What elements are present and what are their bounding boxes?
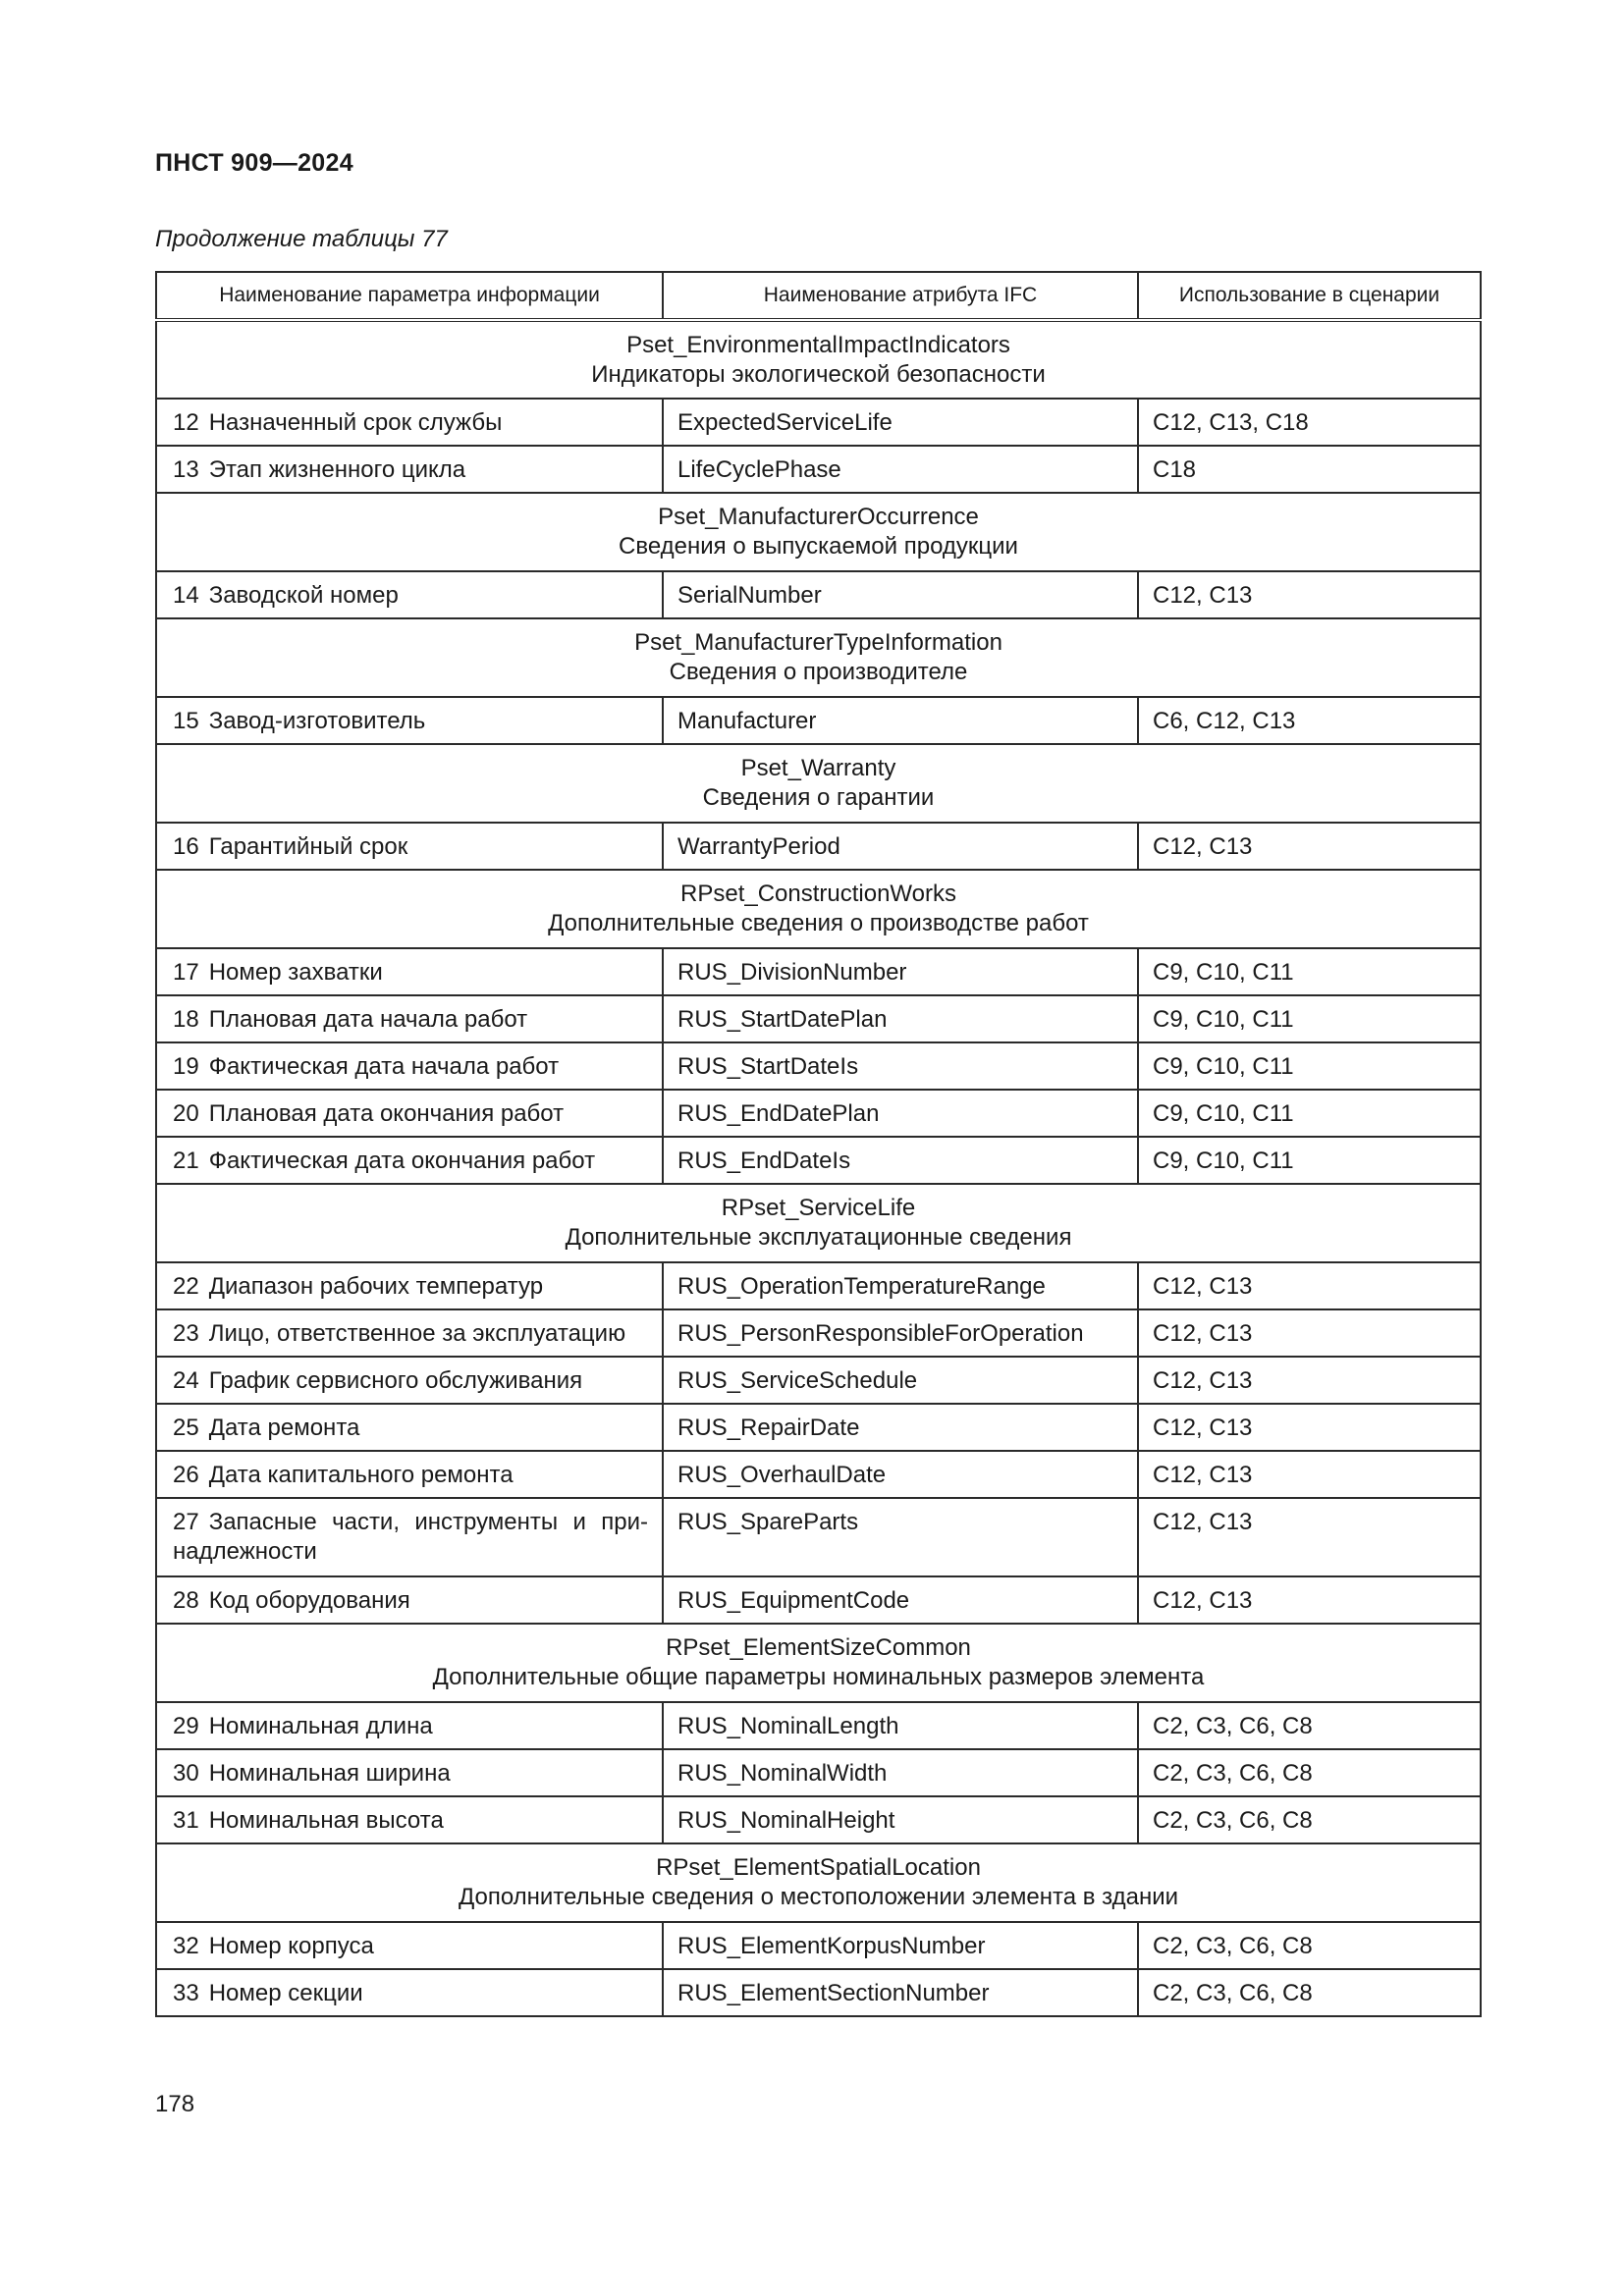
usage-cell: С9, С10, С11 [1138, 995, 1481, 1042]
ifc-attribute-cell: RUS_ElementSectionNumber [663, 1969, 1138, 2016]
table-group-row [156, 870, 1481, 948]
parameter-name: Дата капитального ремонта [208, 1462, 514, 1488]
usage-cell: С2, С3, С6, С8 [1138, 1922, 1481, 1969]
row-number: 25 [173, 1415, 199, 1441]
parameter-name-cell [156, 1451, 663, 1498]
usage-cell: С12, С13 [1138, 1451, 1481, 1498]
table-header-row [156, 272, 1481, 320]
parameter-name: Номер захватки [208, 959, 383, 986]
parameter-name-cell [156, 697, 663, 744]
group-pset-name: RPset_ElementSizeCommon [666, 1634, 971, 1661]
row-number: 17 [173, 959, 199, 986]
parameter-name-cell [156, 823, 663, 870]
row-number: 15 [173, 708, 199, 734]
usage-cell: С12, С13 [1138, 823, 1481, 870]
parameter-name: Фактическая дата окончания работ [208, 1148, 596, 1174]
parameter-name: Этап жизненного цикла [208, 456, 466, 483]
table-row [156, 1576, 1481, 1624]
row-number: 33 [173, 1980, 199, 2006]
ifc-attribute-cell: RUS_ElementKorpusNumber [663, 1922, 1138, 1969]
parameter-name: Фактическая дата начала работ [208, 1053, 560, 1080]
ifc-attribute-cell: WarrantyPeriod [663, 823, 1138, 870]
group-description: Индикаторы экологической безопасности [591, 361, 1046, 388]
usage-cell: С12, С13 [1138, 1309, 1481, 1357]
row-number: 22 [173, 1273, 199, 1300]
parameter-name: Код оборудования [208, 1587, 410, 1614]
table-row [156, 1042, 1481, 1090]
table-row [156, 1262, 1481, 1309]
ifc-attribute-cell: ExpectedServiceLife [663, 399, 1138, 446]
group-pset-name: Pset_Warranty [740, 755, 896, 781]
table-row [156, 1451, 1481, 1498]
parameter-name-cell [156, 399, 663, 446]
parameter-name-cell [156, 1309, 663, 1357]
usage-cell: С12, С13 [1138, 1404, 1481, 1451]
usage-cell: С2, С3, С6, С8 [1138, 1969, 1481, 2016]
parameter-name-cell [156, 1262, 663, 1309]
parameter-name-cell [156, 995, 663, 1042]
group-pset-name: RPset_ServiceLife [721, 1195, 916, 1221]
usage-cell: С9, С10, С11 [1138, 948, 1481, 995]
parameter-name-cell [156, 1090, 663, 1137]
group-pset-name: Pset_ManufacturerOccurrence [658, 504, 979, 530]
table-row [156, 1498, 1481, 1576]
row-number: 13 [173, 456, 199, 483]
table-row [156, 1137, 1481, 1184]
table-row [156, 1796, 1481, 1843]
usage-cell: С2, С3, С6, С8 [1138, 1796, 1481, 1843]
parameter-name-cell [156, 1404, 663, 1451]
usage-cell: С18 [1138, 446, 1481, 493]
table-row [156, 571, 1481, 618]
group-description: Дополнительные сведения о производстве работ [548, 910, 1089, 936]
ifc-attribute-cell: RUS_OverhaulDate [663, 1451, 1138, 1498]
ifc-attribute-cell: RUS_StartDateIs [663, 1042, 1138, 1090]
table-row [156, 1969, 1481, 2016]
ifc-attribute-cell: RUS_SpareParts [663, 1498, 1138, 1576]
parameter-name: Лицо, ответственное за эксплуатацию [208, 1320, 626, 1347]
parameter-name: Номинальная ширина [208, 1760, 451, 1787]
parameter-name-cell [156, 571, 663, 618]
table-row [156, 1749, 1481, 1796]
group-title-cell [156, 1184, 1481, 1262]
ifc-attribute-cell: RUS_NominalLength [663, 1702, 1138, 1749]
group-title-cell [156, 493, 1481, 571]
group-title-cell [156, 320, 1481, 399]
row-number: 12 [173, 409, 199, 436]
ifc-attribute-cell: RUS_ServiceSchedule [663, 1357, 1138, 1404]
table-row [156, 399, 1481, 446]
table-group-row [156, 1843, 1481, 1922]
row-number: 27 [173, 1509, 199, 1535]
ifc-attribute-cell: SerialNumber [663, 571, 1138, 618]
ifc-attribute-cell: RUS_NominalHeight [663, 1796, 1138, 1843]
table-row [156, 995, 1481, 1042]
parameter-name: Назначенный срок службы [208, 409, 503, 436]
row-number: 32 [173, 1933, 199, 1959]
group-title-cell [156, 1843, 1481, 1922]
table-row [156, 1357, 1481, 1404]
usage-cell: С12, С13, С18 [1138, 399, 1481, 446]
parameter-name: Плановая дата окончания работ [208, 1100, 565, 1127]
row-number: 19 [173, 1053, 199, 1080]
row-number: 16 [173, 833, 199, 860]
parameter-name: Заводской номер [208, 582, 399, 609]
parameter-name: Запасные части, инструменты и принадлежности [173, 1509, 648, 1565]
parameter-name: Номер корпуса [208, 1933, 374, 1959]
usage-cell: С12, С13 [1138, 1498, 1481, 1576]
row-number: 31 [173, 1807, 199, 1834]
page-number: 178 [155, 2091, 195, 2117]
table-body [156, 320, 1481, 2016]
row-number: 28 [173, 1587, 199, 1614]
parameter-name-cell [156, 446, 663, 493]
group-pset-name: RPset_ElementSpatialLocation [656, 1854, 981, 1881]
row-number: 14 [173, 582, 199, 609]
table-caption: Продолжение таблицы 77 [155, 226, 448, 252]
group-title-cell [156, 1624, 1481, 1702]
table-row [156, 446, 1481, 493]
parameter-name-cell [156, 1702, 663, 1749]
parameter-name-cell [156, 1576, 663, 1624]
parameter-name: Номинальная длина [208, 1713, 433, 1739]
parameter-name-cell [156, 1042, 663, 1090]
usage-cell: С12, С13 [1138, 1357, 1481, 1404]
parameter-name-cell [156, 1498, 663, 1576]
ifc-attribute-cell: Manufacturer [663, 697, 1138, 744]
ifc-attribute-cell: RUS_EquipmentCode [663, 1576, 1138, 1624]
column-header-parameter: Наименование параметра информации [156, 272, 663, 320]
table-group-row [156, 744, 1481, 823]
table-row [156, 1702, 1481, 1749]
usage-cell: С12, С13 [1138, 1576, 1481, 1624]
usage-cell: С9, С10, С11 [1138, 1042, 1481, 1090]
row-number: 26 [173, 1462, 199, 1488]
ifc-attribute-cell: RUS_DivisionNumber [663, 948, 1138, 995]
ifc-attribute-cell: RUS_EndDatePlan [663, 1090, 1138, 1137]
ifc-attribute-cell: RUS_EndDateIs [663, 1137, 1138, 1184]
parameters-table [155, 271, 1482, 2017]
table-row [156, 1309, 1481, 1357]
group-pset-name: Pset_ManufacturerTypeInformation [634, 629, 1002, 656]
parameter-name: Дата ремонта [208, 1415, 360, 1441]
parameter-name: Плановая дата начала работ [208, 1006, 528, 1033]
table-group-row [156, 493, 1481, 571]
group-description: Дополнительные общие параметры номинальных размеров элемента [432, 1664, 1205, 1690]
parameter-name: Номер секции [208, 1980, 363, 2006]
column-header-ifc-attribute: Наименование атрибута IFC [663, 272, 1138, 320]
usage-cell: С2, С3, С6, С8 [1138, 1749, 1481, 1796]
usage-cell: С12, С13 [1138, 1262, 1481, 1309]
table-row [156, 1090, 1481, 1137]
group-title-cell [156, 744, 1481, 823]
parameter-name: Гарантийный срок [208, 833, 408, 860]
row-number: 24 [173, 1367, 199, 1394]
table-group-row [156, 618, 1481, 697]
row-number: 30 [173, 1760, 199, 1787]
parameter-name: Завод-изготовитель [208, 708, 426, 734]
parameter-name-cell [156, 1137, 663, 1184]
parameter-name-cell [156, 1796, 663, 1843]
group-pset-name: RPset_ConstructionWorks [680, 881, 956, 907]
group-description: Сведения о выпускаемой продукции [619, 533, 1018, 560]
document-id: ПНСТ 909—2024 [155, 149, 353, 177]
group-description: Дополнительные эксплуатационные сведения [565, 1224, 1072, 1251]
usage-cell: С2, С3, С6, С8 [1138, 1702, 1481, 1749]
column-header-usage: Использование в сценарии [1138, 272, 1481, 320]
parameter-name: График сервисного обслуживания [208, 1367, 583, 1394]
group-title-cell [156, 618, 1481, 697]
row-number: 21 [173, 1148, 199, 1174]
table-row [156, 948, 1481, 995]
row-number: 29 [173, 1713, 199, 1739]
parameter-name-cell [156, 1357, 663, 1404]
group-description: Сведения о производителе [669, 659, 968, 685]
ifc-attribute-cell: RUS_RepairDate [663, 1404, 1138, 1451]
table-group-row [156, 320, 1481, 399]
table-row [156, 823, 1481, 870]
group-description: Сведения о гарантии [702, 784, 935, 811]
table-group-row [156, 1624, 1481, 1702]
table-group-row [156, 1184, 1481, 1262]
ifc-attribute-cell: LifeCyclePhase [663, 446, 1138, 493]
usage-cell: С9, С10, С11 [1138, 1137, 1481, 1184]
ifc-attribute-cell: RUS_OperationTemperatureRange [663, 1262, 1138, 1309]
parameter-name: Номинальная высота [208, 1807, 444, 1834]
table-row [156, 1922, 1481, 1969]
group-pset-name: Pset_EnvironmentalImpactIndicators [626, 332, 1010, 358]
ifc-attribute-cell: RUS_StartDatePlan [663, 995, 1138, 1042]
usage-cell: С12, С13 [1138, 571, 1481, 618]
usage-cell: С6, С12, С13 [1138, 697, 1481, 744]
ifc-attribute-cell: RUS_PersonResponsibleForOperation [663, 1309, 1138, 1357]
usage-cell: С9, С10, С11 [1138, 1090, 1481, 1137]
row-number: 20 [173, 1100, 199, 1127]
parameter-name-cell [156, 1749, 663, 1796]
table-row [156, 1404, 1481, 1451]
parameter-name-cell [156, 1969, 663, 2016]
parameter-name-cell [156, 1922, 663, 1969]
group-description: Дополнительные сведения о местоположении элемента в здании [458, 1884, 1179, 1910]
parameter-name-cell [156, 948, 663, 995]
ifc-attribute-cell: RUS_NominalWidth [663, 1749, 1138, 1796]
table-row [156, 697, 1481, 744]
row-number: 23 [173, 1320, 199, 1347]
parameter-name: Диапазон рабочих температур [208, 1273, 544, 1300]
row-number: 18 [173, 1006, 199, 1033]
group-title-cell [156, 870, 1481, 948]
